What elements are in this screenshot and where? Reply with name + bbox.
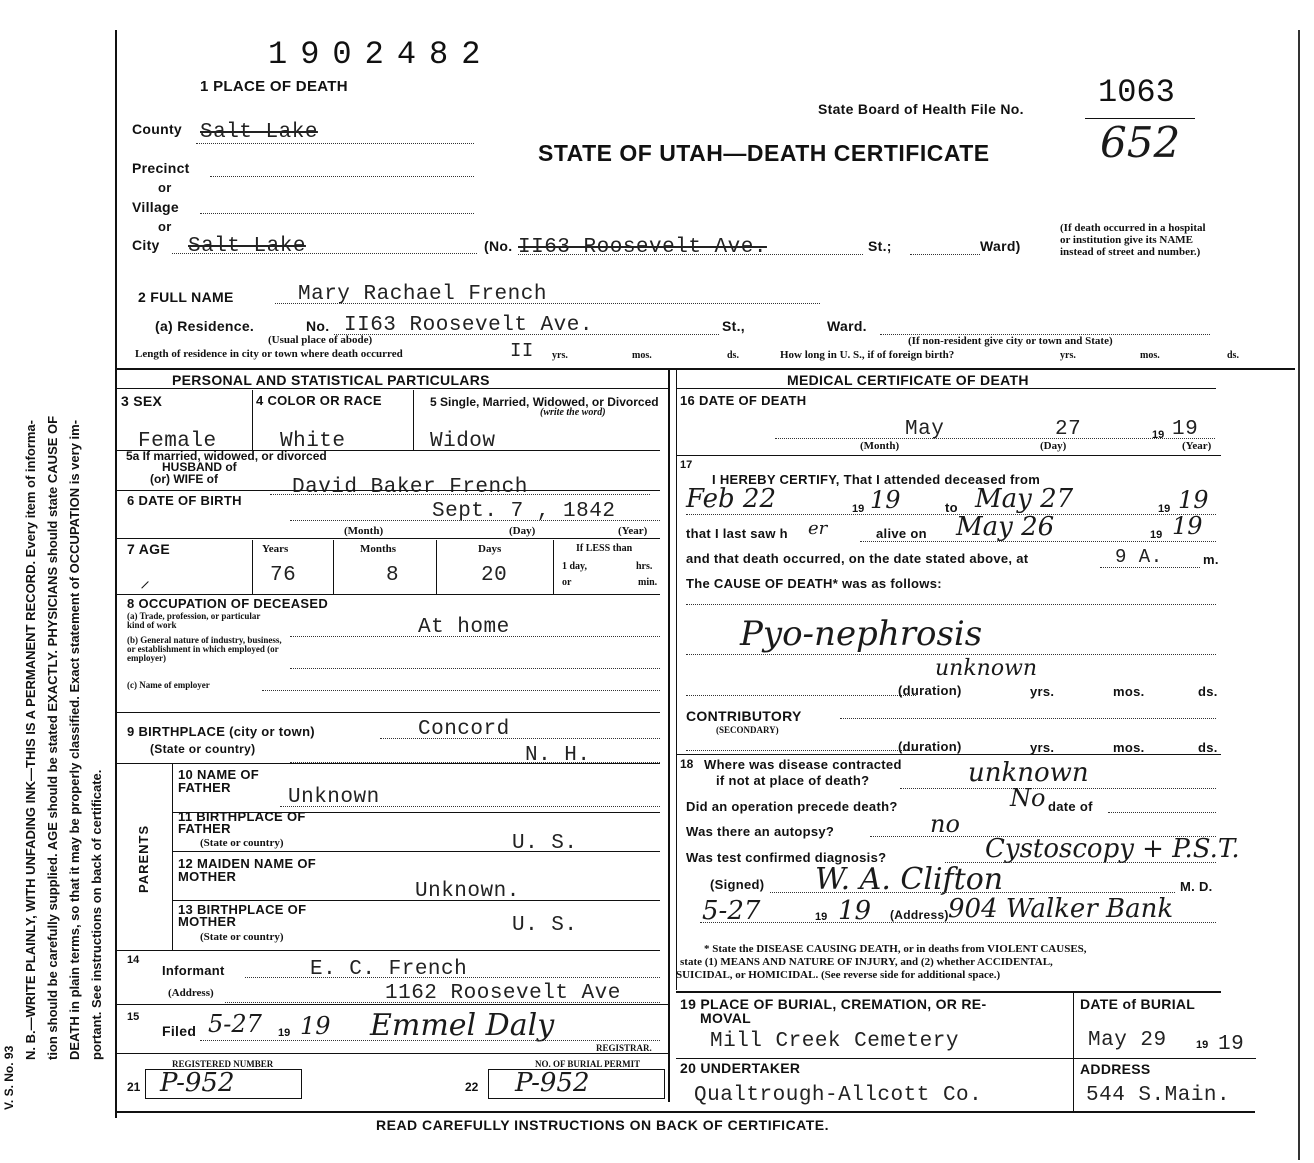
filed-bottom — [115, 1053, 670, 1054]
physician-signature: W. A. Clifton — [815, 862, 1004, 897]
burial-mid — [676, 1058, 1256, 1059]
informant-number: 14 — [127, 954, 140, 966]
signed-label: (Signed) — [710, 877, 765, 892]
age-div-2 — [333, 540, 334, 594]
marital-label: 5 Single, Married, Widowed, or Divorced — [430, 395, 659, 409]
file-no-handwritten: 652 — [1100, 118, 1181, 167]
filed-label: Filed — [162, 1023, 197, 1039]
alive-on-label: alive on — [876, 526, 927, 541]
cause-duration-value: unknown — [935, 656, 1038, 681]
attended-from-19: 19 — [852, 503, 865, 515]
mother-bottom — [172, 900, 660, 901]
county-line — [196, 143, 474, 144]
attended-line — [686, 514, 1216, 515]
md-label: M. D. — [1180, 879, 1213, 894]
contracted-label-2: if not at place of death? — [716, 773, 870, 788]
street-line — [518, 254, 863, 255]
occupation-line-2 — [290, 668, 660, 669]
mother-name-label: 12 MAIDEN NAME OF MOTHER — [178, 856, 317, 884]
dob-bottom — [115, 538, 660, 539]
age-mark: ⸝ — [140, 570, 150, 592]
side-instructions-line-3: DEATH in plain terms, so that it may be properly classified. Exact statement of OCCUPATION is very im- — [67, 419, 82, 1060]
length-yrs-label: yrs. — [552, 350, 568, 361]
precinct-label: Precinct — [132, 160, 190, 176]
attended-to-19: 19 — [1158, 503, 1171, 515]
medical-header-line — [676, 388, 1216, 389]
city-value: Salt Lake — [188, 235, 306, 258]
residence-line — [334, 334, 719, 335]
county-value: Salt Lake — [200, 121, 318, 144]
cause-line-2 — [686, 654, 1216, 655]
last-saw-label: that I last saw h — [686, 526, 788, 541]
informant-bottom — [115, 1004, 670, 1005]
mother-birthplace-value: U. S. — [512, 914, 578, 937]
street-st-label: St.; — [868, 238, 892, 254]
occurred-text: and that death occurred, on the date stated above, at — [686, 551, 1029, 566]
age-label: 7 AGE — [127, 541, 170, 557]
occupation-a-label: (a) Trade, profession, or particular kind of work — [127, 611, 261, 630]
item-17-bottom — [676, 754, 1221, 755]
dob-year-caption: (Year) — [618, 525, 648, 537]
mother-birthplace-label: 13 BIRTHPLACE OF MOTHER — [178, 902, 307, 929]
registrar-label: REGISTRAR. — [596, 1043, 652, 1053]
city-label: City — [132, 237, 160, 253]
autopsy-value: no — [930, 810, 960, 838]
informant-line — [245, 977, 660, 978]
contributory-line — [840, 718, 1216, 719]
cause-mos-label: mos. — [1113, 684, 1145, 699]
last-saw-year: 19 — [1172, 512, 1203, 540]
center-divider-2 — [676, 370, 677, 990]
cause-yrs-label: yrs. — [1030, 684, 1055, 699]
contributory-yrs-label: yrs. — [1030, 740, 1055, 755]
residence-value: II63 Roosevelt Ave. — [344, 314, 593, 337]
marital-value: Widow — [430, 430, 496, 453]
residence-no-label: No. — [306, 318, 330, 334]
informant-address-value: 1162 Roosevelt Ave — [385, 982, 621, 1005]
side-instructions-line-4: portant. See instructions on back of certificate. — [89, 769, 104, 1060]
sex-divider — [252, 390, 253, 450]
birthplace-label: 9 BIRTHPLACE (city or town) — [127, 724, 315, 739]
dob-value: Sept. 7 , 1842 — [432, 500, 616, 523]
footer-instructions: READ CAREFULLY INSTRUCTIONS ON BACK OF CERTIFICATE. — [376, 1117, 830, 1133]
cause-label: The CAUSE OF DEATH* was as follows: — [686, 576, 942, 591]
informant-value: E. C. French — [310, 958, 468, 981]
time-value: 9 A. — [1115, 546, 1163, 568]
mother-state-caption: (State or country) — [200, 931, 284, 943]
attended-from-value: Feb 22 — [686, 484, 776, 514]
occupation-value: At home — [418, 616, 510, 639]
registered-number-value: P-952 — [160, 1068, 235, 1098]
last-saw-hs: er — [808, 518, 828, 539]
age-months-value: 8 — [386, 564, 400, 587]
personal-section-title: PERSONAL AND STATISTICAL PARTICULARS — [172, 372, 490, 388]
age-div-4 — [553, 540, 554, 594]
spouse-line — [270, 494, 650, 495]
filed-date: 5-27 — [208, 1010, 262, 1038]
death-date-line — [775, 438, 1215, 439]
father-birthplace-label: 11 BIRTHPLACE OF FATHER — [178, 809, 306, 836]
certificate-title: STATE OF UTAH—DEATH CERTIFICATE — [538, 140, 990, 166]
burial-date-year: 19 — [1218, 1033, 1245, 1056]
bottom-border — [115, 1111, 1255, 1113]
birthplace-state-value: N. H. — [525, 744, 591, 767]
father-name-label: 10 NAME OF FATHER — [178, 767, 260, 795]
less-than-2: 1 day, — [562, 561, 588, 572]
cause-duration-label: (duration) — [898, 683, 962, 698]
burial-date-value: May 29 — [1088, 1029, 1167, 1052]
age-div-1 — [252, 540, 253, 594]
undertaker-address-value: 544 S.Main. — [1086, 1084, 1231, 1107]
registered-number-prefix: 21 — [127, 1080, 141, 1094]
dob-label: 6 DATE OF BIRTH — [127, 493, 242, 508]
death-year-value: 19 — [1172, 418, 1199, 441]
personal-header-line — [115, 388, 670, 389]
dob-month-caption: (Month) — [344, 525, 384, 537]
cause-line-1 — [686, 604, 1216, 605]
less-than-3: hrs. — [636, 561, 653, 572]
burial-place-label-2: MOVAL — [700, 1010, 752, 1026]
attended-to-value: May 27 — [975, 484, 1074, 514]
city-line — [172, 253, 477, 254]
burial-place-value: Mill Creek Cemetery — [710, 1030, 959, 1053]
burial-top — [676, 991, 1221, 993]
us-mos-label: mos. — [1140, 350, 1160, 361]
length-of-residence-label: Length of residence in city or town where death occurred — [135, 348, 403, 360]
precinct-line — [210, 176, 474, 177]
side-instructions-line-2: tion should be carefully supplied. AGE should be stated EXACTLY. PHYSICIANS should state CAUSE OF — [45, 415, 60, 1060]
attended-from-year: 19 — [870, 486, 901, 514]
spouse-label-3: (or) WIFE of — [150, 472, 218, 486]
death-date-bottom — [676, 455, 1221, 456]
hospital-note: (If death occurred in a hospital or institution give its NAME instead of street and number.) — [1060, 222, 1206, 258]
street-no-value: II63 Roosevelt Ave. — [518, 236, 767, 259]
length-mos-label: mos. — [632, 350, 652, 361]
cause-ds-label: ds. — [1198, 684, 1218, 699]
occupation-line-3 — [262, 690, 660, 691]
sign-19: 19 — [815, 911, 828, 923]
burial-permit-label: NO. OF BURIAL PERMIT — [535, 1059, 641, 1069]
death-year-caption: (Year) — [1182, 440, 1212, 452]
full-name-line — [275, 303, 820, 304]
less-than-1: If LESS than — [576, 543, 633, 554]
street-no-label: (No. — [484, 238, 513, 254]
death-month-value: May — [905, 418, 945, 441]
village-label: Village — [132, 199, 179, 215]
contributory-ds-label: ds. — [1198, 740, 1218, 755]
ward-line — [910, 254, 980, 255]
birthplace-line — [380, 738, 660, 739]
occupation-c-label: (c) Name of employer — [127, 680, 210, 690]
spouse-label-2: HUSBAND of — [162, 460, 237, 474]
death-day-value: 27 — [1055, 418, 1082, 441]
burial-permit-prefix: 22 — [465, 1080, 479, 1094]
burial-divider — [1073, 991, 1074, 1111]
occupation-label: 8 OCCUPATION OF DECEASED — [127, 596, 329, 611]
age-days-value: 20 — [481, 564, 508, 587]
nonresident-note: (If non-resident give city or town and State) — [908, 335, 1113, 347]
burial-date-19: 19 — [1196, 1039, 1209, 1051]
file-no: 1063 — [1098, 74, 1175, 111]
signed-line — [770, 892, 1175, 893]
operation-date-label: date of — [1048, 799, 1093, 814]
parents-divider — [172, 763, 173, 951]
father-line — [280, 806, 660, 807]
village-line — [200, 213, 474, 214]
autopsy-label: Was there an autopsy? — [686, 824, 835, 839]
informant-address-line — [225, 1002, 660, 1003]
sign-year: 19 — [838, 896, 872, 926]
secondary-label: (SECONDARY) — [716, 725, 779, 735]
mother-name-value: Unknown. — [415, 880, 520, 903]
full-name-value: Mary Rachael French — [298, 283, 547, 306]
item-18-number: 18 — [680, 757, 694, 771]
residence-label: (a) Residence. — [155, 318, 255, 334]
operation-value: No — [1010, 784, 1046, 812]
spouse-bottom — [115, 490, 660, 491]
death-19: 19 — [1152, 429, 1165, 441]
contracted-value: unknown — [968, 758, 1089, 788]
race-divider — [413, 390, 414, 450]
us-yrs-label: yrs. — [1060, 350, 1076, 361]
registrar-signature: Emmel Daly — [370, 1008, 555, 1043]
item-17-number: 17 — [680, 459, 693, 471]
age-years-value: 76 — [270, 564, 297, 587]
occupation-line — [290, 636, 660, 637]
color-race-label: 4 COLOR OR RACE — [256, 393, 382, 408]
full-name-label: 2 FULL NAME — [138, 289, 234, 305]
less-than-4: or — [562, 577, 572, 588]
operation-label: Did an operation precede death? — [686, 799, 898, 814]
age-years-caption: Years — [262, 543, 289, 555]
attended-to-year: 19 — [1178, 486, 1209, 514]
how-long-us-label: How long in U. S., if of foreign birth? — [780, 349, 955, 361]
serial-number: 1902482 — [268, 36, 494, 73]
medical-section-title: MEDICAL CERTIFICATE OF DEATH — [787, 372, 1029, 388]
father-name-value: Unknown — [288, 786, 380, 809]
or-label-1: or — [158, 180, 172, 195]
form-number: V. S. No. 93 — [2, 1045, 16, 1110]
occupation-b-label: (b) General nature of industry, business, or establishment in which employed (or employer) — [127, 635, 282, 663]
dob-line — [290, 520, 660, 521]
physician-address-line — [700, 922, 1216, 923]
father-bp-bottom — [172, 851, 660, 852]
street-ward-label: Ward) — [980, 238, 1021, 254]
county-label: County — [132, 121, 183, 137]
length-ds-label: ds. — [727, 350, 739, 361]
us-ds-label: ds. — [1227, 350, 1239, 361]
burial-place-label-1: 19 PLACE OF BURIAL, CREMATION, OR RE- — [680, 996, 987, 1012]
contracted-line — [900, 788, 1216, 789]
burial-date-label: DATE of BURIAL — [1080, 996, 1196, 1012]
parents-label: PARENTS — [136, 824, 151, 893]
length-years-value: II — [510, 340, 534, 362]
contracted-label: Where was disease contracted — [704, 757, 902, 772]
right-border — [1298, 30, 1300, 1160]
age-bottom — [115, 594, 660, 595]
undertaker-address-label: ADDRESS — [1080, 1061, 1151, 1077]
undertaker-label: 20 UNDERTAKER — [680, 1060, 801, 1076]
sex-label: 3 SEX — [121, 393, 163, 409]
filed-year: 19 — [300, 1012, 331, 1040]
cause-duration-line — [686, 695, 916, 696]
residence-st-label: St., — [722, 318, 745, 334]
operation-line — [1108, 812, 1216, 813]
date-of-death-label: 16 DATE OF DEATH — [680, 393, 807, 408]
sign-date: 5-27 — [702, 896, 761, 926]
contributory-label: CONTRIBUTORY — [686, 708, 802, 724]
death-day-caption: (Day) — [1040, 440, 1067, 452]
undertaker-value: Qualtrough-Allcott Co. — [694, 1084, 983, 1107]
place-of-death-label: 1 PLACE OF DEATH — [200, 78, 348, 95]
birthplace-bottom — [115, 763, 660, 764]
marital-note: (write the word) — [540, 407, 606, 418]
last-saw-19: 19 — [1150, 529, 1163, 541]
dob-day-caption: (Day) — [509, 525, 536, 537]
cause-value: Pyo-nephrosis — [740, 614, 983, 654]
less-than-5: min. — [638, 577, 658, 588]
footnote-line-3: SUICIDAL, or HOMICIDAL. (See reverse side for additional space.) — [676, 969, 1001, 981]
registered-number-label: REGISTERED NUMBER — [172, 1059, 274, 1069]
certify-text: I HEREBY CERTIFY, That I attended deceased from — [712, 472, 1041, 487]
age-days-caption: Days — [478, 543, 502, 555]
filed-number: 15 — [127, 1011, 140, 1023]
informant-address-label: (Address) — [168, 987, 214, 999]
spouse-label-1: 5a If married, widowed, or divorced — [126, 449, 327, 463]
parents-bottom — [115, 950, 660, 951]
to-label: to — [945, 500, 958, 515]
last-saw-line — [860, 541, 1216, 542]
left-border — [115, 30, 117, 1118]
m-label: m. — [1203, 552, 1219, 567]
physician-address-value: 904 Walker Bank — [948, 894, 1174, 924]
section-top-line — [115, 368, 1295, 370]
footnote-line-2: state (1) MEANS AND NATURE OF INJURY, and (2) whether ACCIDENTAL, — [680, 956, 1053, 968]
filed-19: 19 — [278, 1027, 291, 1039]
side-instructions — [20, 0, 108, 1090]
side-instructions-line-1: N. B.—WRITE PLAINLY, WITH UNFADING INK—THIS IS A PERMANENT RECORD. Every item of informa- — [23, 420, 38, 1060]
residence-ward-label: Ward. — [827, 318, 867, 334]
time-line — [1100, 567, 1200, 568]
birthplace-state-label: (State or country) — [150, 742, 256, 756]
registrar-line — [200, 1040, 660, 1041]
birthplace-city-value: Concord — [418, 718, 510, 741]
file-no-label: State Board of Health File No. — [818, 101, 1024, 117]
contributory-duration-line — [686, 750, 916, 751]
test-value: Cystoscopy + P.S.T. — [985, 834, 1240, 864]
informant-label: Informant — [162, 963, 225, 978]
contributory-duration-label: (duration) — [898, 739, 962, 754]
center-divider-1 — [668, 370, 670, 1102]
physician-address-label: (Address) — [890, 908, 949, 922]
footnote-line-1: * State the DISEASE CAUSING DEATH, or in deaths from VIOLENT CAUSES, — [704, 943, 1087, 955]
abode-note: (Usual place of abode) — [268, 334, 373, 346]
occupation-bottom — [115, 712, 660, 713]
father-state-caption: (State or country) — [200, 837, 284, 849]
sex-value: Female — [138, 430, 217, 453]
spouse-value: David Baker French — [292, 476, 528, 499]
father-birthplace-value: U. S. — [512, 832, 578, 855]
last-saw-date: May 26 — [956, 512, 1055, 542]
burial-permit-value: P-952 — [515, 1068, 590, 1098]
age-months-caption: Months — [360, 543, 397, 555]
color-race-value: White — [280, 430, 346, 453]
contributory-mos-label: mos. — [1113, 740, 1145, 755]
test-label: Was test confirmed diagnosis? — [686, 850, 887, 865]
or-label-2: or — [158, 219, 172, 234]
death-month-caption: (Month) — [860, 440, 900, 452]
age-div-3 — [436, 540, 437, 594]
